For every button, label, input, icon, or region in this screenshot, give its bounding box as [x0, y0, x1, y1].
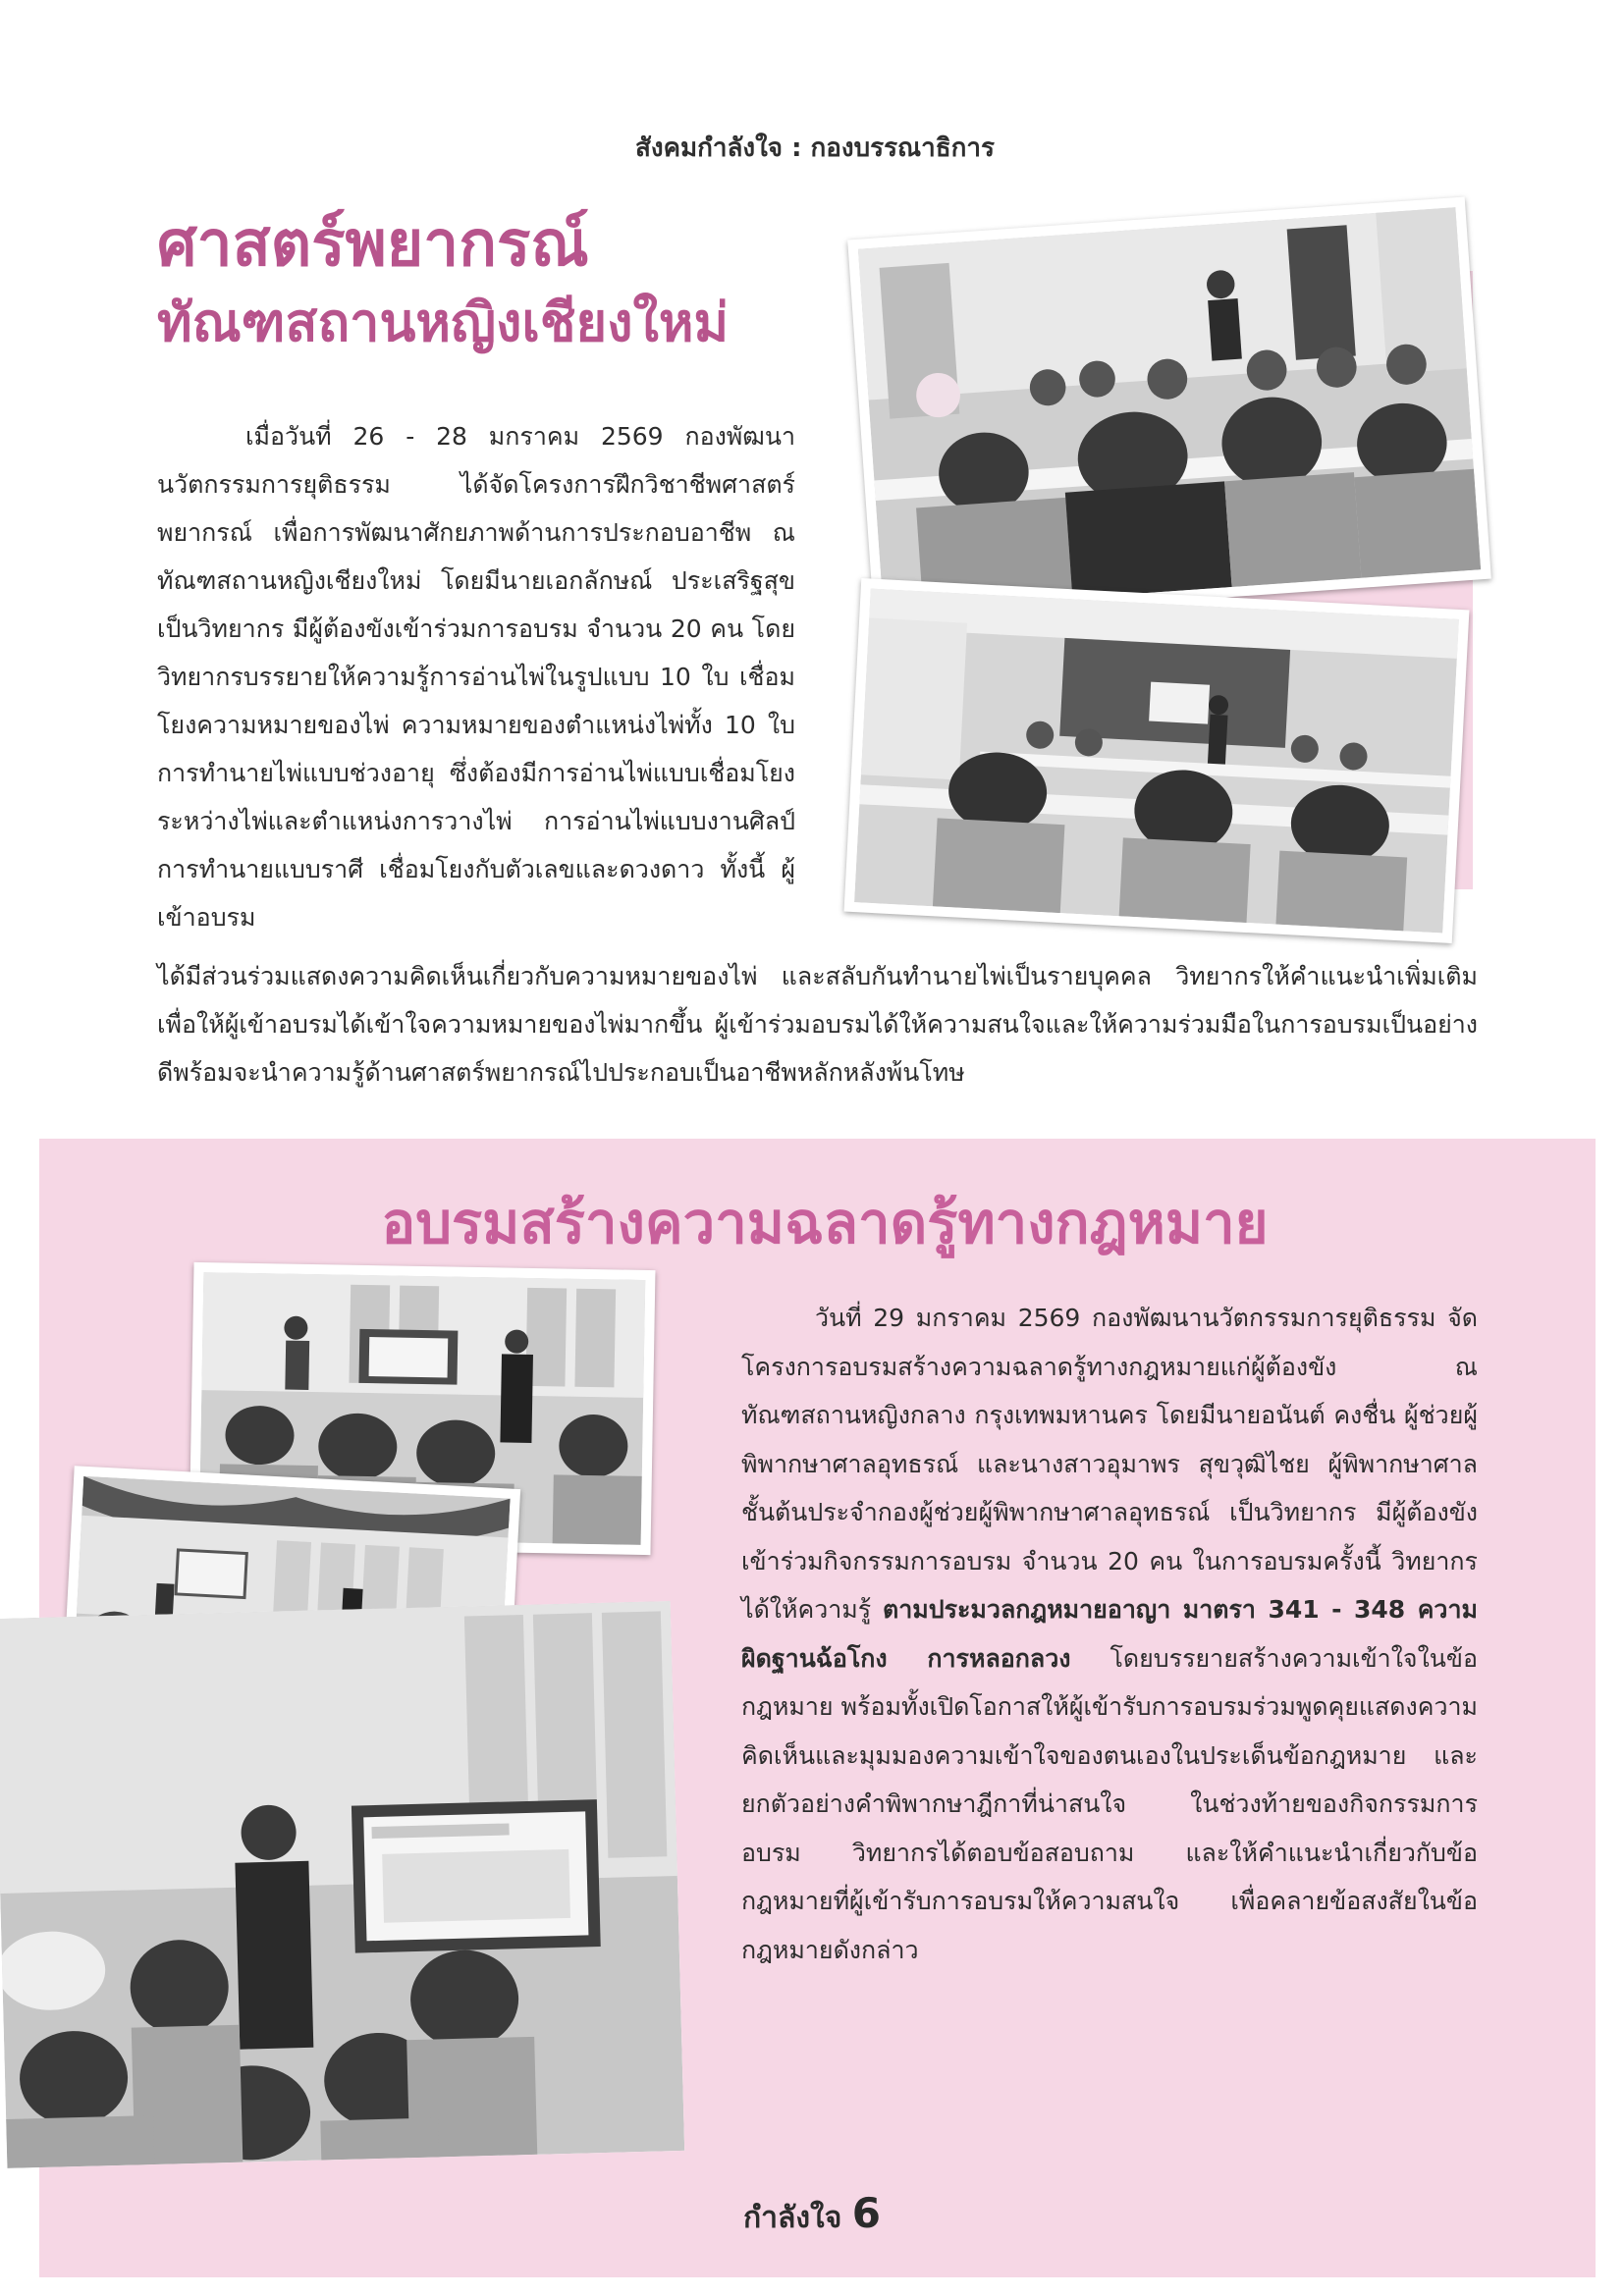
article1-subtitle: ทัณฑสถานหญิงเชียงใหม่: [157, 294, 730, 352]
photo-tarot-class-2: [844, 578, 1470, 943]
photo-law-class-3: [0, 1601, 684, 2168]
article2-body: [741, 1294, 1478, 1974]
article2-body-text-b: โดยบรรยายสร้างความเข้าใจในข้อกฎหมาย พร้อมทั้งเปิดโอกาสให้ผู้เข้ารับการอบรมร่วมพูดคุยแสดงความคิดเห็นและมุมมองความเข้าใจของตนเองในประเด็นข้อกฎหมาย และยกตัวอย่างคำพิพากษาฎีกาที่น่าสนใจ ในช่วงท้ายของกิจกรรมการอบรม วิทยากรได้ตอบข้อสอบถาม และให้คำแนะนำเกี่ยวกับข้อกฎหมายที่ผู้เข้ารับการอบรมให้ความสนใจ เพื่อคลายข้อสงสัยในข้อกฎหมายดังกล่าว: [741, 1643, 1478, 1964]
article2-body-bold: ตามประมวลกฎหมายอาญา มาตรา 341 - 348 ความผิดฐานฉ้อโกง การหลอกลวง: [741, 1595, 1478, 1673]
page-header: สังคมกำลังใจ : กองบรรณาธิการ: [635, 133, 995, 163]
article1-body-text: เมื่อวันที่ 26 - 28 มกราคม 2569 กองพัฒนานวัตกรรมการยุติธรรม ได้จัดโครงการฝึกวิชาชีพศาสตร์พยากรณ์ เพื่อการพัฒนาศักยภาพด้านการประกอบอาชีพ ณ ทัณฑสถานหญิงเชียงใหม่ โดยมีนายเอกลักษณ์ ประเสริฐสุข เป็นวิทยากร มีผู้ต้องขังเข้าร่วมการอบรม จำนวน 20 คน โดยวิทยากรบรรยายให้ความรู้การอ่านไพ่ในรูปแบบ 10 ใบ เชื่อมโยงความหมายของไพ่ ความหมายของตำแหน่งไพ่ทั้ง 10 ใบ การทำนายไพ่แบบช่วงอายุ ซึ่งต้องมีการอ่านไพ่แบบเชื่อมโยงระหว่างไพ่และตำแหน่งการวางไพ่ การอ่านไพ่แบบงานศิลป์ การทำนายแบบราศี เชื่อมโยงกับตัวเลขและดวงดาว ทั้งนี้ ผู้เข้าอบรม: [157, 422, 795, 932]
article1-body-part1: [157, 412, 795, 941]
page-number: 6: [851, 2189, 881, 2237]
photo-tarot-class-1: [847, 197, 1491, 622]
page-footer: [0, 2189, 1624, 2241]
article1-title: ศาสตร์พยากรณ์: [157, 208, 589, 279]
footer-label: กำลังใจ: [743, 2201, 842, 2235]
article1-body-part2: ได้มีส่วนร่วมแสดงความคิดเห็นเกี่ยวกับความหมายของไพ่ และสลับกันทำนายไพ่เป็นรายบุคคล วิทยากรให้คำแนะนำเพิ่มเติม เพื่อให้ผู้เข้าอบรมได้เข้าใจความหมายของไพ่มากขึ้น ผู้เข้าร่วมอบรมได้ให้ความสนใจและให้ความร่วมมือในการอบรมเป็นอย่างดีพร้อมจะนำความรู้ด้านศาสตร์พยากรณ์ไปประกอบเป็นอาชีพหลักหลังพ้นโทษ: [157, 962, 1478, 1087]
article2-body-text-a: วันที่ 29 มกราคม 2569 กองพัฒนานวัตกรรมการยุติธรรม จัดโครงการอบรมสร้างความฉลาดรู้ทางกฎหมายแก่ผู้ต้องขัง ณ ทัณฑสถานหญิงกลาง กรุงเทพมหานคร โดยมีนายอนันต์ คงชื่น ผู้ช่วยผู้พิพากษาศาลอุทธรณ์ และนางสาวอุมาพร สุขวุฒิไชย ผู้พิพากษาศาลชั้นต้นประจำกองผู้ช่วยผู้พิพากษาศาลอุทธรณ์ เป็นวิทยากร มีผู้ต้องขังเข้าร่วมกิจกรรมการอบรม จำนวน 20 คน ในการอบรมครั้งนี้ วิทยากรได้ให้ความรู้: [741, 1304, 1478, 1624]
article2-title: อบรมสร้างความฉลาดรู้ทางกฎหมาย: [381, 1192, 1269, 1255]
